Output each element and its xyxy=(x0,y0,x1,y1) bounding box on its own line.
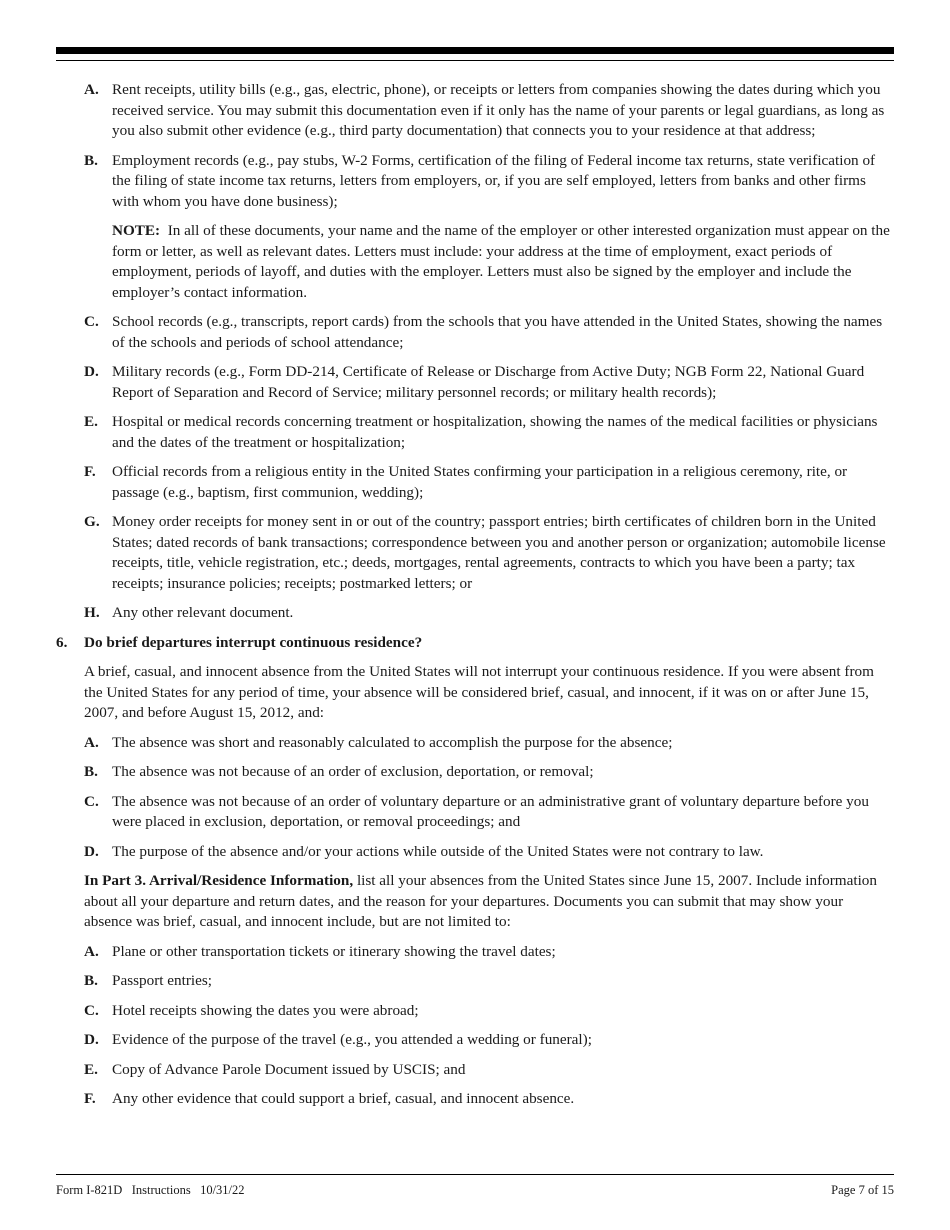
item-text: The absence was short and reasonably calculated to accomplish the purpose for the absence; xyxy=(112,733,673,751)
list-item xyxy=(56,151,894,213)
list-item xyxy=(56,1060,894,1081)
list-item xyxy=(56,512,894,594)
item-label: B. xyxy=(84,763,98,780)
item-text: Rent receipts, utility bills (e.g., gas, electric, phone), or receipts or letters from companies showing the dates during which you received service. You may submit this documentation even if it only has the name of your parents or legal guardians, as long as you also submit other evidence (e.g., third party documentation) that connects you to your residence at that address; xyxy=(112,81,885,139)
item-label: C. xyxy=(84,792,99,810)
note-label: NOTE: xyxy=(112,222,161,239)
item-text: Any other evidence that could support a brief, casual, and innocent absence. xyxy=(112,1090,575,1107)
item-label: G. xyxy=(84,513,100,530)
item-text: School records (e.g., transcripts, report cards) from the schools that you have attended in the United States, showing the names of the schools and periods of school attendance; xyxy=(112,313,883,351)
part3-paragraph xyxy=(56,871,894,933)
header-rule-thin xyxy=(56,60,894,61)
item-text: Hotel receipts showing the dates you were abroad; xyxy=(112,1001,419,1019)
item-text: Military records (e.g., Form DD-214, Certificate of Release or Discharge from Active Duty; NGB Form 22, National Guard Report of Separation and Record of Service; military personnel records; or military health records); xyxy=(112,363,865,401)
list-item xyxy=(56,603,894,624)
item-label: H. xyxy=(84,604,100,621)
question-number: 6. xyxy=(56,633,68,651)
list-item xyxy=(56,762,894,783)
part3-text: list all your absences from the United States since June 15, 2007. Include information about all your departure and return dates, and the reason for your departures. Documents you can submit that may show your absence was brief, casual, and innocent include, but are not limited to: xyxy=(84,872,877,930)
part3-reference: In Part 3. Arrival/Residence Information, xyxy=(84,872,354,889)
list-item xyxy=(56,462,894,503)
item-label: A. xyxy=(84,942,99,960)
list-item xyxy=(56,1001,894,1022)
item-label: F. xyxy=(84,1090,96,1107)
item-text: Any other relevant document. xyxy=(112,604,294,621)
question-title: Do brief departures interrupt continuous residence? xyxy=(84,633,423,651)
list-item xyxy=(56,362,894,403)
question-heading xyxy=(56,633,894,654)
item-label: B. xyxy=(84,151,98,169)
item-text: Employment records (e.g., pay stubs, W-2 Forms, certification of the filing of Federal income tax returns, state verification of the filing of state income tax returns, letters from employers, or, if you are self employed, letters from banks and other firms with whom you have done business); xyxy=(112,151,876,210)
list-item xyxy=(56,942,894,963)
item-label: C. xyxy=(84,1001,99,1019)
list-item xyxy=(56,1089,894,1110)
page-number: Page 7 of 15 xyxy=(831,1183,894,1197)
item-text: Copy of Advance Parole Document issued by USCIS; and xyxy=(112,1060,466,1078)
note-paragraph xyxy=(56,221,894,303)
item-label: E. xyxy=(84,1060,98,1078)
list-item xyxy=(56,312,894,353)
item-text: The absence was not because of an order of voluntary departure or an administrative grant of voluntary departure before you were placed in exclusion, deportation, or removal proceedings; and xyxy=(112,792,869,830)
page-content xyxy=(56,80,894,1119)
list-item xyxy=(56,733,894,754)
list-item xyxy=(56,80,894,142)
item-label: D. xyxy=(84,842,99,860)
item-text: Official records from a religious entity in the United States confirming your participation in a religious ceremony, rite, or passage (e.g., baptism, first communion, wedding); xyxy=(112,463,848,501)
form-identifier: Form I-821D Instructions 10/31/22 xyxy=(56,1183,245,1197)
item-text: Money order receipts for money sent in or out of the country; passport entries; birth certificates of children born in the United States; dated records of bank transactions; correspondence between you and another person or organization; automobile license receipts, title, vehicle registration, etc.; deeds, mortgages, rental agreements, contracts to which you have been a party; tax receipts; insurance policies; receipts; postmarked letters; or xyxy=(112,513,886,592)
item-text: Hospital or medical records concerning treatment or hospitalization, showing the names of the medical facilities or physicians and the dates of the treatment or hospitalization; xyxy=(112,413,878,451)
item-label: E. xyxy=(84,413,98,430)
footer-rule xyxy=(56,1174,894,1175)
item-text: The purpose of the absence and/or your actions while outside of the United States were not contrary to law. xyxy=(112,842,764,860)
list-item xyxy=(56,971,894,992)
item-label: B. xyxy=(84,972,98,989)
list-item xyxy=(56,412,894,453)
list-item xyxy=(56,792,894,833)
note-text: In all of these documents, your name and the name of the employer or other interested organization must appear on the form or letter, as well as relevant dates. Letters must include: your address at the time of employment, exact periods of employment, periods of layoff, and duties with the employer. Letters must also be signed by the employer and include the employer’s contact information. xyxy=(112,222,890,301)
item-label: D. xyxy=(84,363,99,380)
list-item xyxy=(56,842,894,863)
item-label: D. xyxy=(84,1031,99,1048)
header-rule-thick xyxy=(56,47,894,54)
item-label: A. xyxy=(84,733,99,751)
item-label: A. xyxy=(84,81,99,98)
item-text: The absence was not because of an order of exclusion, deportation, or removal; xyxy=(112,763,594,780)
list-item xyxy=(56,1030,894,1051)
item-label: C. xyxy=(84,313,99,330)
item-text: Evidence of the purpose of the travel (e.g., you attended a wedding or funeral); xyxy=(112,1031,592,1048)
item-text: Plane or other transportation tickets or itinerary showing the travel dates; xyxy=(112,942,556,960)
question-intro: A brief, casual, and innocent absence from the United States will not interrupt your continuous residence. If you were absent from the United States for any period of time, your absence will be considered brief, casual, and innocent, if it was on or after June 15, 2007, and before August 15, 2012, and: xyxy=(84,663,874,721)
item-text: Passport entries; xyxy=(112,972,212,989)
item-label: F. xyxy=(84,463,96,480)
